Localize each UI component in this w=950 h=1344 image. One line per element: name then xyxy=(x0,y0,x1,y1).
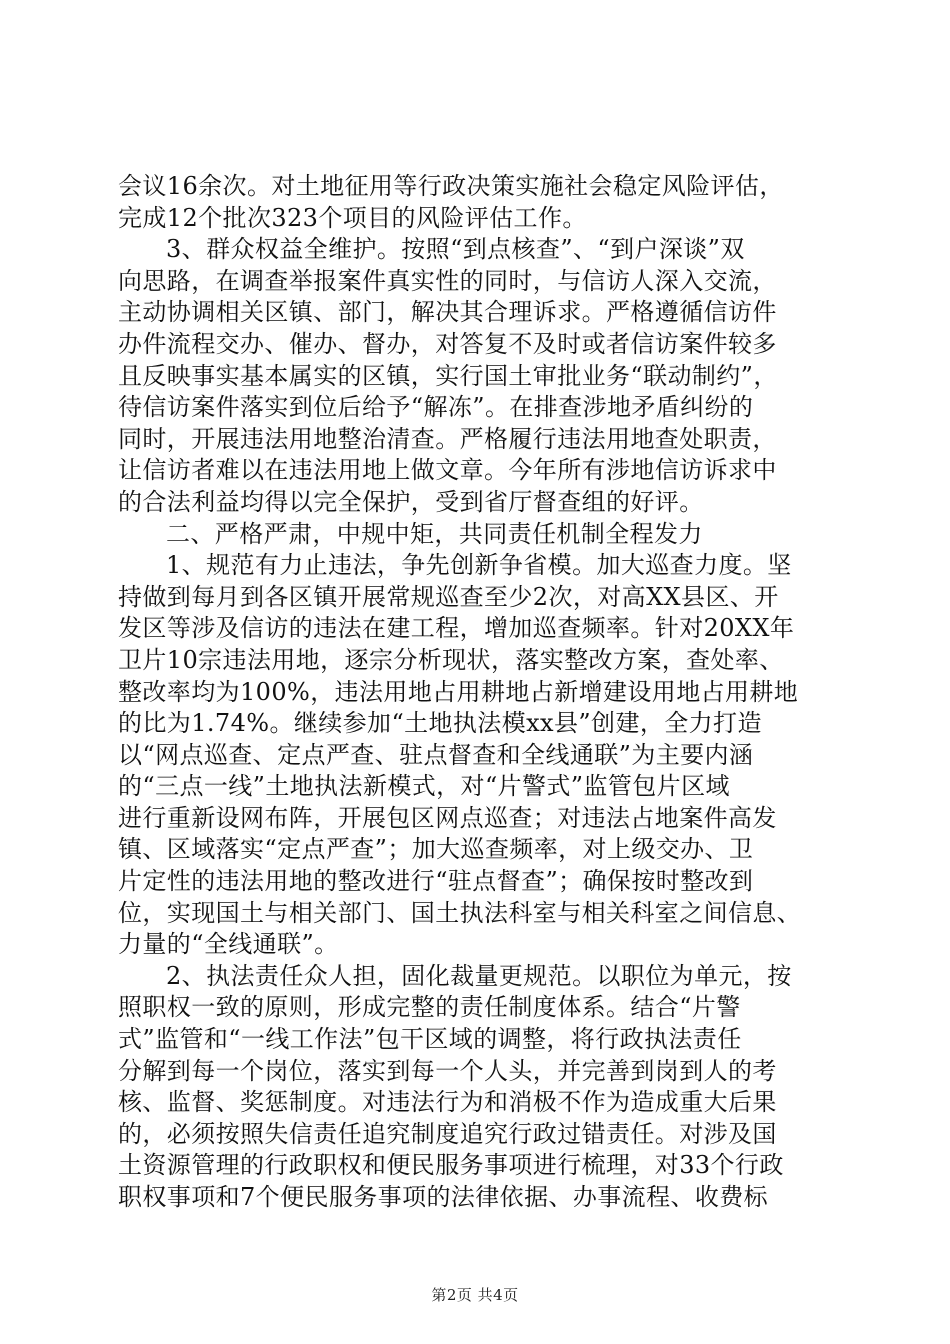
text-line: 会议16余次。对土地征用等行政决策实施社会稳定风险评估， xyxy=(118,172,784,200)
text-line: 向思路，在调查举报案件真实性的同时，与信访人深入交流， xyxy=(118,266,777,295)
text-line: 完成12个批次323个项目的风险评估工作。 xyxy=(118,203,587,232)
text-line: 卫片10宗违法用地，逐宗分析现状，落实整改方案，查处率、 xyxy=(118,645,784,674)
text-line: 分解到每一个岗位，落实到每一个人头，并完善到岗到人的考 xyxy=(118,1056,777,1085)
text-line: 镇、区域落实“定点严查”；加大巡查频率，对上级交办、卫 xyxy=(118,835,754,864)
text-line: 且反映事实基本属实的区镇，实行国土审批业务“联动制约”， xyxy=(118,361,778,390)
text-line: 同时，开展违法用地整治清查。严格履行违法用地查处职责， xyxy=(118,424,777,453)
text-line: 的合法利益均得以完全保护，受到省厅督查组的好评。 xyxy=(118,487,704,516)
text-line: 办件流程交办、催办、督办，对答复不及时或者信访案件较多 xyxy=(118,329,777,358)
text-line: 式”监管和“一线工作法”包干区域的调整，将行政执法责任 xyxy=(118,1025,742,1054)
text-line: 2、执法责任众人担，固化裁量更规范。以职位为单元，按 xyxy=(166,961,792,990)
text-line: 的“三点一线”土地执法新模式，对“片警式”监管包片区域 xyxy=(118,772,730,801)
text-line: 位，实现国土与相关部门、国土执法科室与相关科室之间信息、 xyxy=(118,898,802,927)
text-line: 照职权一致的原则，形成完整的责任制度体系。结合“片警 xyxy=(118,993,741,1022)
text-line: 的，必须按照失信责任追究制度追究行政过错责任。对涉及国 xyxy=(118,1119,777,1148)
text-line: 进行重新设网布阵，开展包区网点巡查；对违法占地案件高发 xyxy=(118,803,777,832)
text-line: 3、群众权益全维护。按照“到点核查”、“到户深谈”双 xyxy=(166,235,745,264)
page-footer: 第2页 共4页 xyxy=(431,1286,519,1304)
text-line: 1、规范有力止违法，争先创新争省模。加大巡查力度。坚 xyxy=(166,551,792,580)
text-line: 力量的“全线通联”。 xyxy=(118,930,339,959)
text-line: 的比为1.74%。继续参加“土地执法模xx县”创建，全力打造 xyxy=(118,709,762,738)
text-line: 以“网点巡查、定点严查、驻点督查和全线通联”为主要内涵 xyxy=(118,740,754,769)
text-line: 发区等涉及信访的违法在建工程，增加巡查频率。针对20XX年 xyxy=(118,614,795,643)
text-line: 土资源管理的行政职权和便民服务事项进行梳理，对33个行政 xyxy=(118,1151,784,1180)
text-line: 待信访案件落实到位后给予“解冻”。在排查涉地矛盾纠纷的 xyxy=(118,393,754,422)
text-line: 核、监督、奖惩制度。对违法行为和消极不作为造成重大后果 xyxy=(118,1088,777,1117)
text-line: 片定性的违法用地的整改进行“驻点督查”；确保按时整改到 xyxy=(118,867,754,896)
text-line: 职权事项和7个便民服务事项的法律依据、办事流程、收费标 xyxy=(118,1183,769,1211)
text-line: 二、严格严肃，中规中矩，共同责任机制全程发力 xyxy=(166,519,703,548)
document-body xyxy=(118,171,838,1214)
text-line: 让信访者难以在违法用地上做文章。今年所有涉地信访诉求中 xyxy=(118,456,777,485)
text-line: 整改率均为100%，违法用地占用耕地占新增建设用地占用耕地 xyxy=(118,677,799,706)
text-line: 主动协调相关区镇、部门，解决其合理诉求。严格遵循信访件 xyxy=(118,298,777,327)
text-line: 持做到每月到各区镇开展常规巡查至少2次，对高XX县区、开 xyxy=(118,582,779,611)
